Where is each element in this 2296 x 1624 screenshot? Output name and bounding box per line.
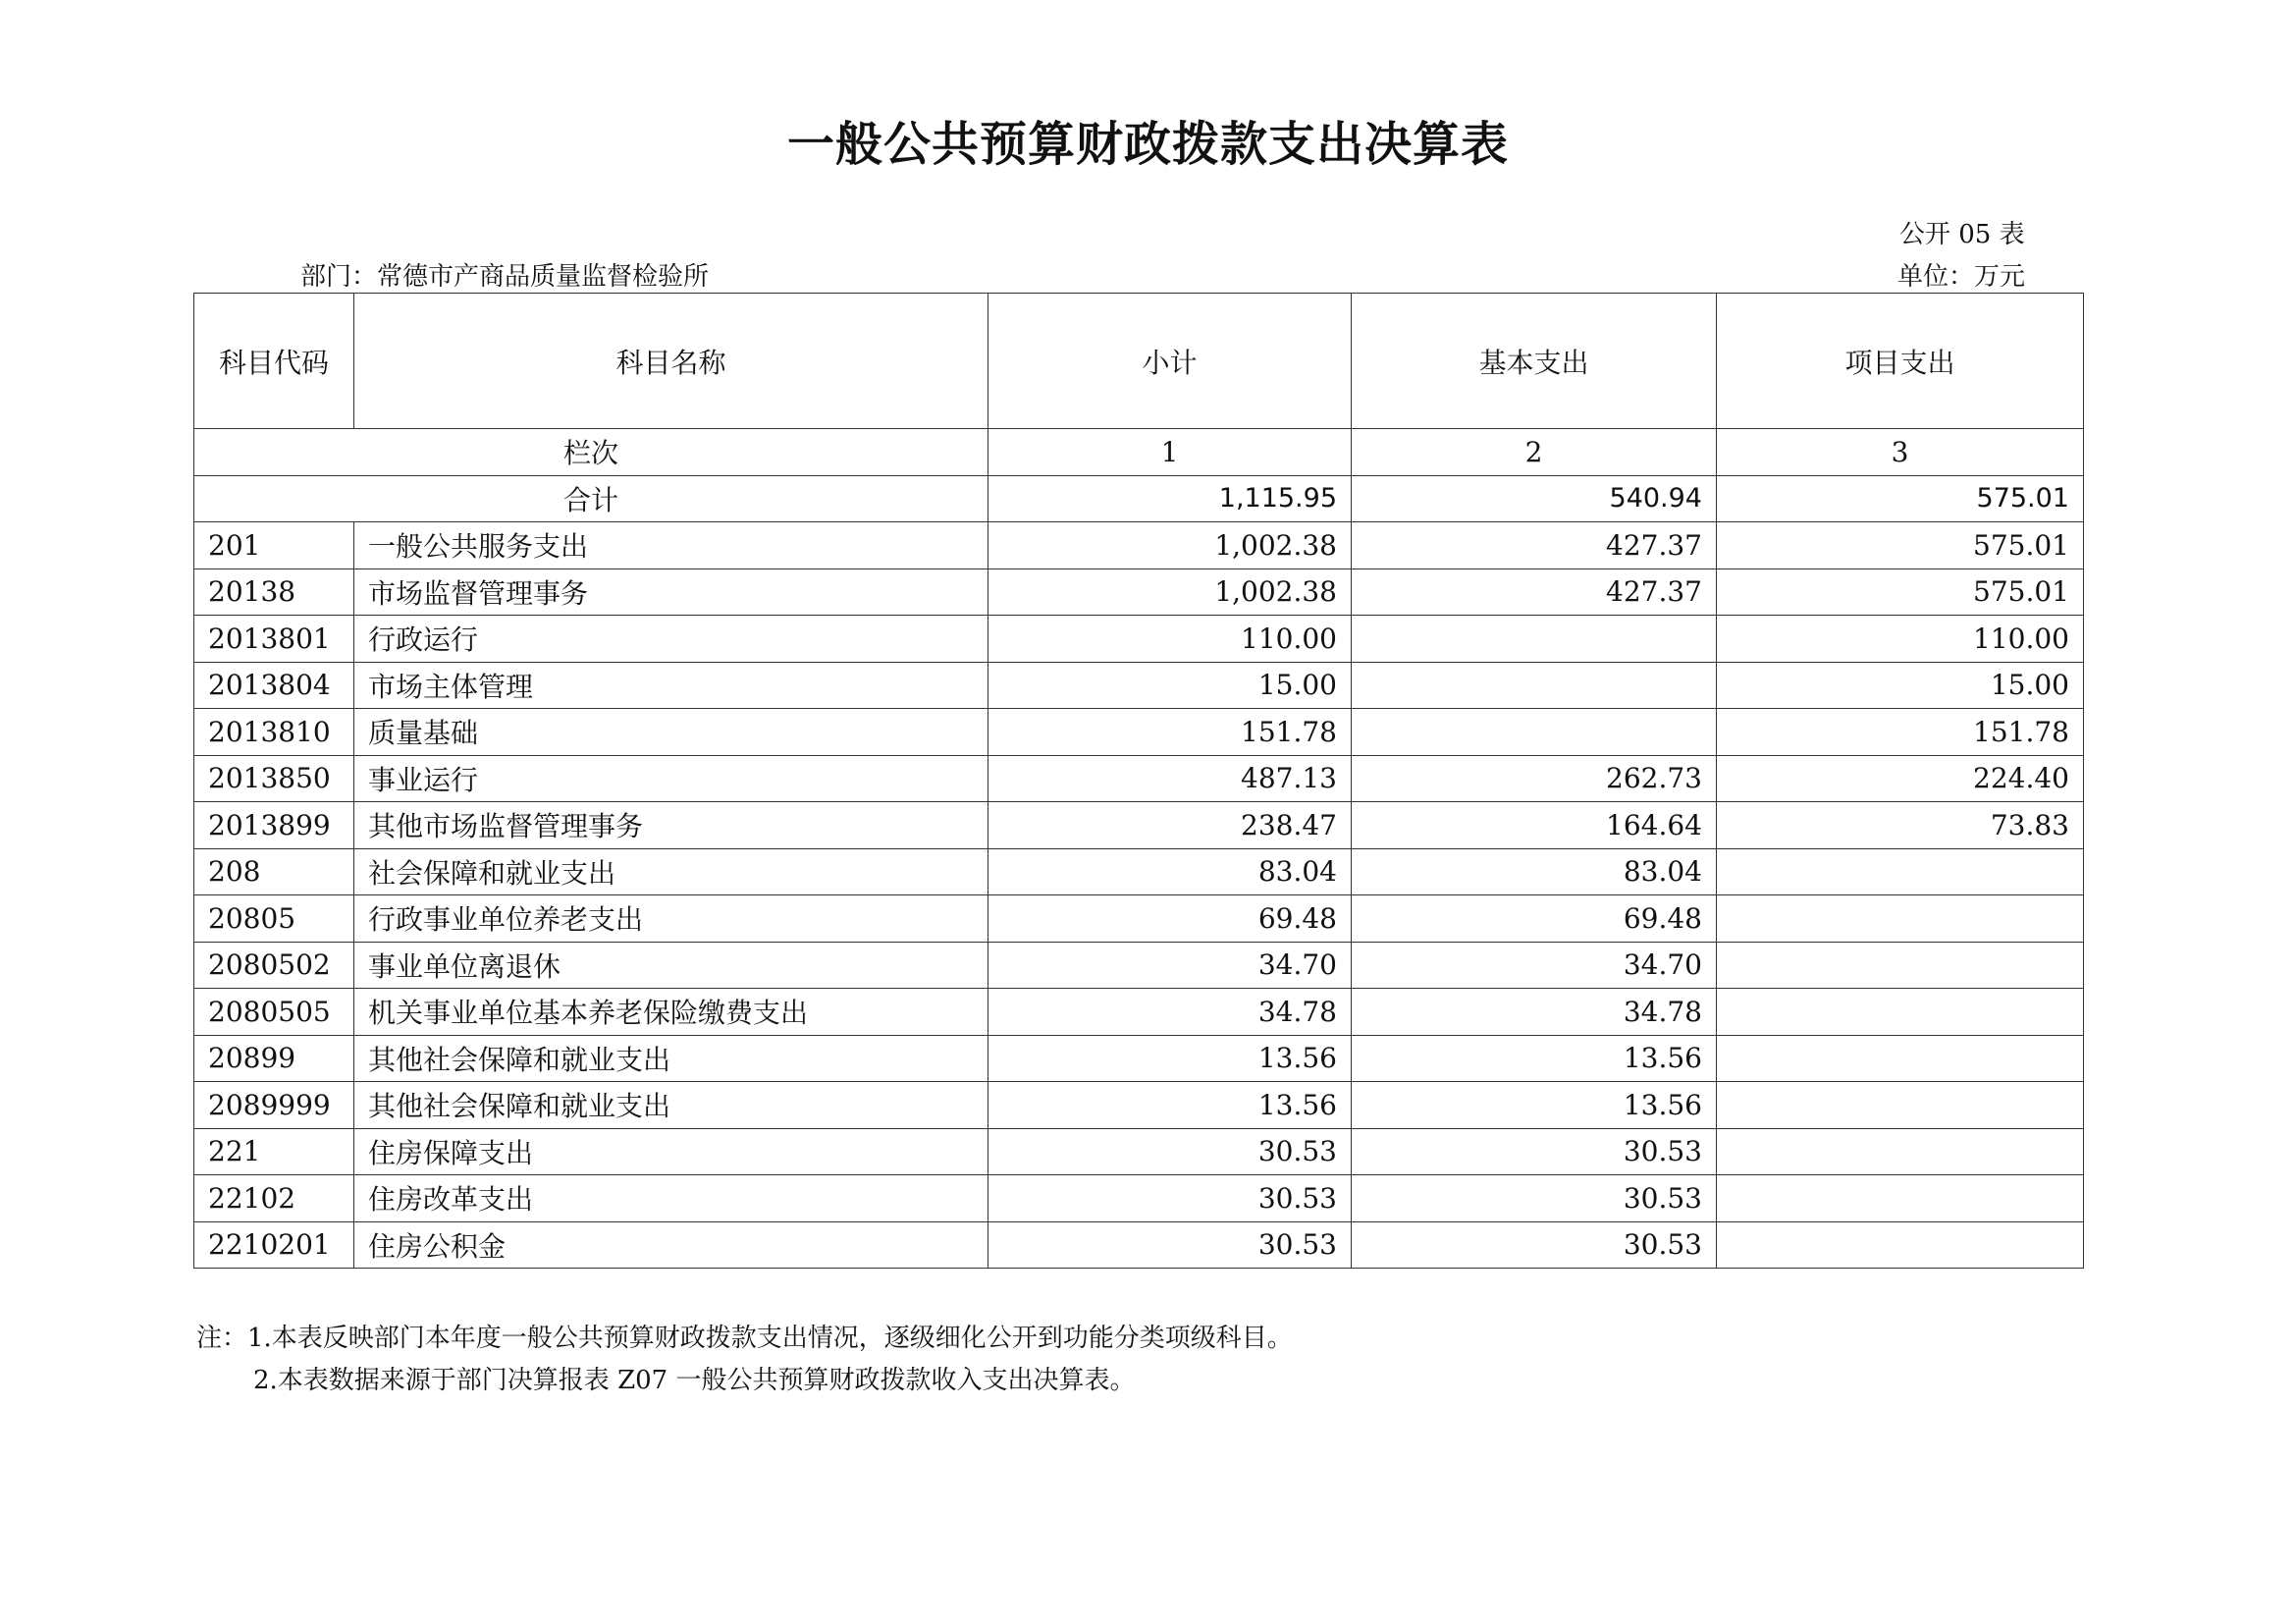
row-project [1717,1082,2084,1129]
row-project [1717,1128,2084,1175]
row-code: 2013804 [194,662,354,709]
row-project: 151.78 [1717,709,2084,756]
row-code: 201 [194,522,354,569]
total-basic: 540.94 [1352,475,1717,522]
row-subtotal: 30.53 [988,1221,1352,1269]
row-subtotal: 238.47 [988,802,1352,849]
row-basic: 30.53 [1352,1175,1717,1222]
row-basic: 34.78 [1352,989,1717,1036]
table-row [194,1175,2084,1222]
row-code: 2080502 [194,942,354,989]
row-code: 221 [194,1128,354,1175]
expenditure-table [193,293,2084,1269]
row-project [1717,942,2084,989]
row-basic [1352,616,1717,663]
table-row [194,709,2084,756]
note-1: 注：1.本表反映部门本年度一般公共预算财政拨款支出情况，逐级细化公开到功能分类项级科目。 [196,1324,1293,1353]
row-name: 机关事业单位基本养老保险缴费支出 [354,989,988,1036]
row-name: 社会保障和就业支出 [354,848,988,895]
row-subtotal: 30.53 [988,1175,1352,1222]
row-code: 20899 [194,1035,354,1082]
table-row [194,662,2084,709]
row-basic: 164.64 [1352,802,1717,849]
header-project: 项目支出 [1717,294,2084,429]
row-project [1717,1035,2084,1082]
row-name: 住房公积金 [354,1221,988,1269]
row-subtotal: 13.56 [988,1035,1352,1082]
row-name: 事业单位离退休 [354,942,988,989]
row-code: 20805 [194,895,354,943]
column-index-1: 1 [988,429,1352,476]
row-name: 质量基础 [354,709,988,756]
total-project: 575.01 [1717,475,2084,522]
table-row [194,755,2084,802]
row-code: 208 [194,848,354,895]
department-label: 部门：常德市产商品质量监督检验所 [300,262,710,292]
row-basic: 69.48 [1352,895,1717,943]
row-name: 市场监督管理事务 [354,568,988,616]
row-name: 其他社会保障和就业支出 [354,1035,988,1082]
header-basic: 基本支出 [1352,294,1717,429]
row-name: 一般公共服务支出 [354,522,988,569]
row-project [1717,848,2084,895]
row-subtotal: 1,002.38 [988,568,1352,616]
table-row [194,616,2084,663]
row-project: 224.40 [1717,755,2084,802]
row-basic: 13.56 [1352,1035,1717,1082]
table-row [194,1082,2084,1129]
row-name: 其他市场监督管理事务 [354,802,988,849]
table-row [194,568,2084,616]
column-index-row [194,429,2084,476]
column-index-2: 2 [1352,429,1717,476]
row-subtotal: 83.04 [988,848,1352,895]
row-basic: 262.73 [1352,755,1717,802]
row-code: 20138 [194,568,354,616]
row-project [1717,895,2084,943]
total-label: 合计 [194,475,988,522]
row-project [1717,1221,2084,1269]
row-code: 2013850 [194,755,354,802]
header-name: 科目名称 [354,294,988,429]
row-name: 事业运行 [354,755,988,802]
row-name: 住房改革支出 [354,1175,988,1222]
row-name: 行政运行 [354,616,988,663]
row-name: 市场主体管理 [354,662,988,709]
page-title: 一般公共预算财政拨款支出决算表 [786,117,1509,172]
row-project: 575.01 [1717,568,2084,616]
row-project: 110.00 [1717,616,2084,663]
row-subtotal: 30.53 [988,1128,1352,1175]
row-code: 2013810 [194,709,354,756]
header-row [194,294,2084,429]
table-row [194,942,2084,989]
table-row [194,1221,2084,1269]
note-2: 2.本表数据来源于部门决算报表 Z07 一般公共预算财政拨款收入支出决算表。 [253,1366,1136,1395]
row-code: 2210201 [194,1221,354,1269]
row-basic: 34.70 [1352,942,1717,989]
total-row [194,475,2084,522]
table-row [194,989,2084,1036]
row-subtotal: 151.78 [988,709,1352,756]
row-subtotal: 487.13 [988,755,1352,802]
row-name: 住房保障支出 [354,1128,988,1175]
row-code: 2089999 [194,1082,354,1129]
row-code: 2013801 [194,616,354,663]
table-row [194,895,2084,943]
column-index-label: 栏次 [194,429,988,476]
row-basic: 427.37 [1352,568,1717,616]
table-row [194,848,2084,895]
table-row [194,522,2084,569]
row-project: 15.00 [1717,662,2084,709]
row-basic [1352,662,1717,709]
row-basic: 83.04 [1352,848,1717,895]
row-subtotal: 34.78 [988,989,1352,1036]
header-code: 科目代码 [194,294,354,429]
row-subtotal: 69.48 [988,895,1352,943]
row-subtotal: 13.56 [988,1082,1352,1129]
row-subtotal: 110.00 [988,616,1352,663]
row-basic: 13.56 [1352,1082,1717,1129]
row-subtotal: 15.00 [988,662,1352,709]
row-basic: 427.37 [1352,522,1717,569]
row-basic [1352,709,1717,756]
total-subtotal: 1,115.95 [988,475,1352,522]
row-subtotal: 1,002.38 [988,522,1352,569]
row-project [1717,1175,2084,1222]
table-row [194,1035,2084,1082]
row-code: 2080505 [194,989,354,1036]
notes [196,1318,1293,1402]
row-basic: 30.53 [1352,1128,1717,1175]
row-project [1717,989,2084,1036]
row-code: 2013899 [194,802,354,849]
unit-label: 单位：万元 [1897,262,2026,292]
row-subtotal: 34.70 [988,942,1352,989]
row-project: 575.01 [1717,522,2084,569]
row-name: 其他社会保障和就业支出 [354,1082,988,1129]
form-number: 公开 05 表 [1899,220,2025,249]
row-name: 行政事业单位养老支出 [354,895,988,943]
column-index-3: 3 [1717,429,2084,476]
row-basic: 30.53 [1352,1221,1717,1269]
row-project: 73.83 [1717,802,2084,849]
row-code: 22102 [194,1175,354,1222]
header-subtotal: 小计 [988,294,1352,429]
table-row [194,802,2084,849]
table-row [194,1128,2084,1175]
